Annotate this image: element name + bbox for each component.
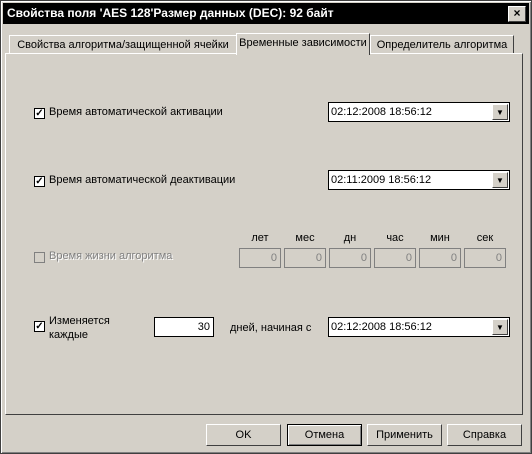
ok-button[interactable]: OK (206, 424, 281, 446)
title-bar (3, 3, 529, 24)
tab-panel (5, 53, 523, 415)
tab-time-dependencies[interactable] (236, 33, 370, 55)
years-value: 0 (270, 252, 277, 264)
minutes-value: 0 (450, 252, 457, 264)
change-days-label: дней, начиная с (230, 322, 312, 334)
change-checkbox[interactable] (34, 321, 45, 332)
chevron-down-icon[interactable]: ▼ (492, 172, 508, 188)
deactivation-datetime-value: 02:11:2009 18:56:12 (331, 174, 432, 186)
days-value: 0 (360, 252, 367, 264)
hours-value: 0 (405, 252, 412, 264)
cancel-button[interactable]: Отмена (287, 424, 362, 446)
deactivation-checkbox[interactable] (34, 176, 45, 187)
activation-datetime-value: 02:12:2008 18:56:12 (331, 106, 432, 118)
tab-label: Временные зависимости (239, 37, 367, 49)
tab-label: Определитель алгоритма (376, 39, 508, 51)
seconds-field[interactable] (464, 248, 506, 268)
change-days-input[interactable] (154, 317, 214, 337)
months-field[interactable] (284, 248, 326, 268)
change-start-datetime-select[interactable] (328, 317, 510, 337)
change-days-value: 30 (197, 321, 210, 333)
close-button[interactable] (508, 6, 526, 22)
tab-algorithm-properties[interactable] (9, 35, 237, 54)
activation-label: Время автоматической активации (49, 106, 223, 118)
check-mark-icon: ✓ (35, 176, 44, 187)
unit-hours-label: час (386, 232, 404, 244)
change-label-line2: каждые (49, 329, 88, 341)
chevron-down-icon[interactable]: ▼ (492, 319, 508, 335)
chevron-down-icon[interactable]: ▼ (492, 104, 508, 120)
unit-years-label: лет (251, 232, 269, 244)
unit-minutes-label: мин (430, 232, 450, 244)
check-mark-icon: ✓ (35, 321, 44, 332)
seconds-value: 0 (495, 252, 502, 264)
unit-seconds-label: сек (476, 232, 494, 244)
unit-days-label: дн (343, 232, 357, 244)
lifetime-label: Время жизни алгоритма (49, 250, 173, 262)
days-field[interactable] (329, 248, 371, 268)
lifetime-checkbox[interactable] (34, 252, 45, 263)
minutes-field[interactable] (419, 248, 461, 268)
change-label-line1: Изменяется (49, 315, 110, 327)
tab-label: Свойства алгоритма/защищенной ячейки (17, 39, 229, 51)
close-icon: × (513, 6, 521, 20)
deactivation-label: Время автоматической деактивации (49, 174, 236, 186)
activation-checkbox[interactable] (34, 108, 45, 119)
window-title: Свойства поля 'AES 128'Размер данных (DEC): 92 байт (7, 6, 334, 20)
hours-field[interactable] (374, 248, 416, 268)
deactivation-datetime-select[interactable] (328, 170, 510, 190)
check-mark-icon: ✓ (35, 108, 44, 119)
years-field[interactable] (239, 248, 281, 268)
help-button[interactable]: Справка (447, 424, 522, 446)
change-start-datetime-value: 02:12:2008 18:56:12 (331, 321, 432, 333)
months-value: 0 (315, 252, 322, 264)
activation-datetime-select[interactable] (328, 102, 510, 122)
apply-button[interactable]: Применить (367, 424, 442, 446)
tab-algorithm-determinant[interactable] (370, 35, 514, 54)
unit-months-label: мес (295, 232, 315, 244)
